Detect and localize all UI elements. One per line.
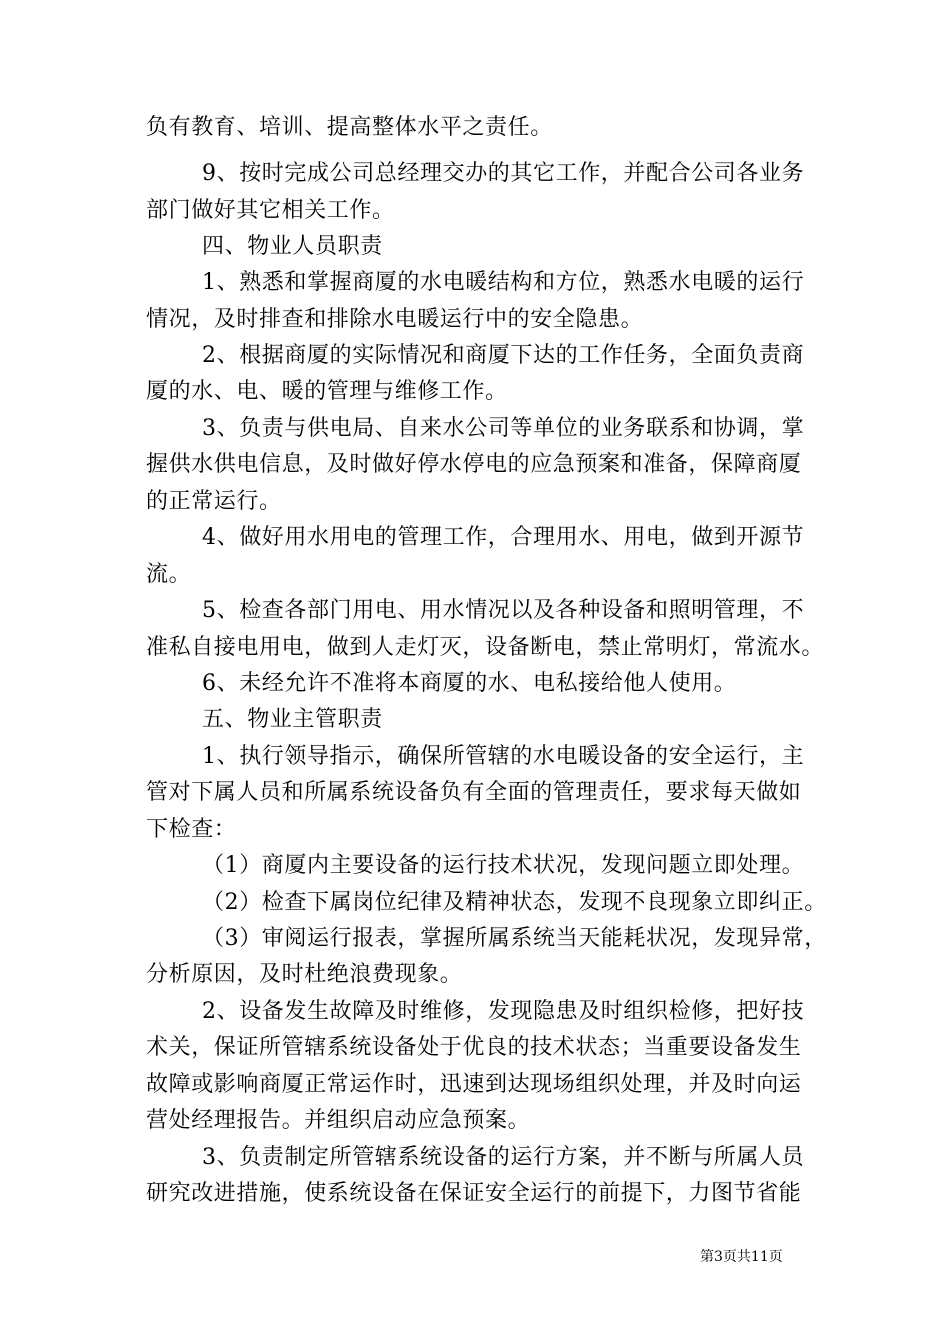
text-line: 1、执行领导指示，确保所管辖的水电暖设备的安全运行，主 (202, 744, 805, 769)
text-line: 术关，保证所管辖系统设备处于优良的技术状态；当重要设备发生 (146, 1035, 802, 1060)
text-line: （1）商厦内主要设备的运行技术状况，发现问题立即处理。 (202, 853, 805, 878)
text-line: 管对下属人员和所属系统设备负有全面的管理责任，要求每天做如 (146, 780, 802, 805)
text-line: 研究改进措施，使系统设备在保证安全运行的前提下，力图节省能 (146, 1181, 802, 1206)
text-line: 2、设备发生故障及时维修，发现隐患及时组织检修，把好技 (202, 999, 805, 1024)
text-line: 1、熟悉和掌握商厦的水电暖结构和方位，熟悉水电暖的运行 (202, 270, 805, 295)
text-line: 5、检查各部门用电、用水情况以及各种设备和照明管理，不 (202, 598, 805, 623)
page-number: 第3页共11页 (700, 1249, 783, 1265)
text-line: 9、按时完成公司总经理交办的其它工作，并配合公司各业务 (202, 161, 805, 186)
text-line: 分析原因，及时杜绝浪费现象。 (146, 962, 463, 987)
text-line: （2）检查下属岗位纪律及精神状态，发现不良现象立即纠正。 (202, 890, 827, 915)
text-line: 2、根据商厦的实际情况和商厦下达的工作任务，全面负责商 (202, 343, 805, 368)
text-line: 故障或影响商厦正常运作时，迅速到达现场组织处理，并及时向运 (146, 1072, 802, 1097)
text-line: 4、做好用水用电的管理工作，合理用水、用电，做到开源节 (202, 525, 805, 550)
text-line: 部门做好其它相关工作。 (146, 198, 395, 223)
text-line: 厦的水、电、暖的管理与维修工作。 (146, 379, 508, 404)
text-line: 6、未经允许不准将本商厦的水、电私接给他人使用。 (202, 671, 737, 696)
text-line: 的正常运行。 (146, 489, 282, 514)
text-line: 情况，及时排查和排除水电暖运行中的安全隐患。 (146, 307, 644, 332)
text-line: 准私自接电用电，做到人走灯灭，设备断电，禁止常明灯，常流水。 (146, 635, 825, 660)
section-heading: 四、物业人员职责 (202, 234, 383, 259)
text-line: 营处经理报告。并组织启动应急预案。 (146, 1108, 531, 1133)
text-line: 流。 (146, 562, 192, 587)
text-line: 负有教育、培训、提高整体水平之责任。 (146, 115, 553, 140)
text-line: 3、负责与供电局、自来水公司等单位的业务联系和协调，掌 (202, 416, 805, 441)
section-heading: 五、物业主管职责 (202, 707, 383, 732)
text-line: 3、负责制定所管辖系统设备的运行方案，并不断与所属人员 (202, 1145, 805, 1170)
text-line: 下检查： (146, 817, 237, 842)
text-line: （3）审阅运行报表，掌握所属系统当天能耗状况，发现异常， (202, 926, 827, 951)
text-line: 握供水供电信息，及时做好停水停电的应急预案和准备，保障商厦 (146, 452, 802, 477)
